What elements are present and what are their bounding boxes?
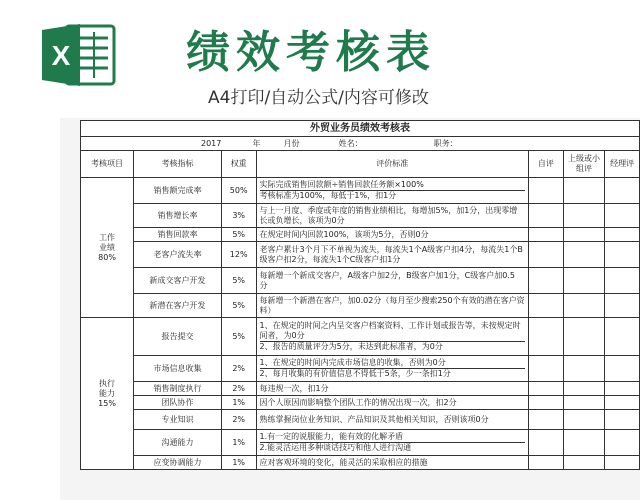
- supervisor-score-cell[interactable]: [563, 430, 605, 456]
- weight-cell: 5%: [221, 294, 256, 318]
- name-label: 姓名：: [338, 138, 363, 148]
- criteria-line: 与上一月度、季度或年度的销售业绩相比，每增加5%，加1分，出现零增长或负增长，该项为0分: [259, 205, 518, 225]
- supervisor-score-cell[interactable]: [563, 410, 605, 430]
- indicator-cell: 团队协作: [134, 396, 222, 410]
- indicator-cell: 新潜在客户开发: [134, 294, 222, 318]
- indicator-cell: 沟通能力: [134, 430, 222, 456]
- year-label: 年: [252, 138, 261, 148]
- criteria-cell: [256, 382, 529, 396]
- self-score-cell[interactable]: [529, 242, 564, 268]
- supervisor-score-cell[interactable]: [563, 456, 605, 470]
- criteria-line: 1.有一定的说服能力，能有效的化解矛盾: [259, 432, 404, 441]
- indicator-cell: 老客户流失率: [134, 242, 222, 268]
- manager-score-cell[interactable]: [605, 430, 640, 456]
- criteria-line: 2.能灵活运用多种谈话技巧和他人进行沟通: [260, 442, 526, 453]
- criteria-cell: [256, 456, 529, 470]
- criteria-line: 1、在规定的时间之内呈交客户档案资料、工作计划或报告等，未按规定时间者，为0分: [259, 321, 521, 340]
- manager-score-cell[interactable]: [605, 318, 640, 356]
- supervisor-score-cell[interactable]: [563, 228, 605, 242]
- page-title: 绩效考核表: [186, 27, 436, 78]
- criteria-line: 实际完成销售回款额÷销售回款任务额×100%: [259, 180, 424, 189]
- table-row: [81, 456, 640, 470]
- self-score-cell[interactable]: [529, 204, 564, 228]
- info-row: [81, 137, 640, 151]
- weight-cell: 5%: [221, 268, 256, 294]
- table-body: [81, 178, 640, 470]
- col-header-indicator: 考核指标: [134, 151, 222, 178]
- weight-cell: 12%: [221, 242, 256, 268]
- weight-cell: 50%: [221, 178, 256, 204]
- criteria-line: 在规定时间内回款100%，该项为5分，否则0分: [259, 229, 429, 239]
- col-header-item: 考核项目: [81, 151, 134, 178]
- weight-cell: 1%: [221, 396, 256, 410]
- supervisor-score-cell[interactable]: [563, 294, 605, 318]
- manager-score-cell[interactable]: [605, 382, 640, 396]
- self-score-cell[interactable]: [529, 318, 564, 356]
- self-score-cell[interactable]: [529, 178, 564, 204]
- col-header-self: 自评: [529, 151, 564, 178]
- supervisor-score-cell[interactable]: [563, 382, 605, 396]
- criteria-cell: [256, 178, 529, 204]
- manager-score-cell[interactable]: [605, 178, 640, 204]
- weight-cell: 2%: [221, 382, 256, 396]
- criteria-line: 每新增一个新潜在客户，加0.02分（每月至少搜索250个有效的潜在客户资料）: [259, 295, 525, 315]
- criteria-line: 每新增一个新成交客户，A级客户加2分，B级客户加1分，C级客户加0.5 分: [259, 270, 515, 290]
- criteria-cell: [256, 410, 529, 430]
- self-score-cell[interactable]: [529, 228, 564, 242]
- supervisor-score-cell[interactable]: [563, 268, 605, 294]
- col-header-weight: 权重: [221, 151, 256, 178]
- weight-cell: 1%: [221, 430, 256, 456]
- banner: [0, 0, 640, 118]
- indicator-cell: 销售额完成率: [134, 178, 222, 204]
- supervisor-score-cell[interactable]: [563, 204, 605, 228]
- criteria-cell: [256, 396, 529, 410]
- criteria-line: 2、每月收集的有价值信息不得低于5条，少一条扣1分: [260, 368, 526, 379]
- manager-score-cell[interactable]: [605, 356, 640, 382]
- indicator-cell: 市场信息收集: [134, 356, 222, 382]
- manager-score-cell[interactable]: [605, 456, 640, 470]
- criteria-line: 2、报告的质量评分为5分，未达到此标准者，为0分: [260, 341, 526, 352]
- self-score-cell[interactable]: [529, 268, 564, 294]
- self-score-cell[interactable]: [529, 430, 564, 456]
- weight-cell: 3%: [221, 204, 256, 228]
- criteria-line: 考核标准为100%，每低于1%，扣1分: [260, 190, 526, 201]
- performance-table: [80, 120, 640, 470]
- criteria-line: 老客户累计3个月下不单视为流失，每流失1个A级客户扣4分，每流失1个B级客户扣2分，每流失1个C级客户扣1分: [259, 244, 523, 264]
- column-header-row: [81, 151, 640, 178]
- criteria-cell: [256, 356, 529, 382]
- criteria-cell: [256, 204, 529, 228]
- manager-score-cell[interactable]: [605, 396, 640, 410]
- supervisor-score-cell[interactable]: [563, 318, 605, 356]
- table-row: [81, 356, 640, 382]
- manager-score-cell[interactable]: [605, 242, 640, 268]
- indicator-cell: 销售增长率: [134, 204, 222, 228]
- criteria-line: 熟练掌握岗位业务知识、产品知识及其他相关知识，否则该项0分: [259, 414, 489, 424]
- table-row: [81, 410, 640, 430]
- self-score-cell[interactable]: [529, 410, 564, 430]
- criteria-line: 1、在规定的时间内完成市场信息的收集，否则为0分: [259, 358, 446, 367]
- weight-cell: 1%: [221, 456, 256, 470]
- manager-score-cell[interactable]: [605, 204, 640, 228]
- manager-score-cell[interactable]: [605, 268, 640, 294]
- weight-cell: 2%: [221, 410, 256, 430]
- table-row: [81, 178, 640, 204]
- manager-score-cell[interactable]: [605, 410, 640, 430]
- criteria-cell: [256, 242, 529, 268]
- manager-score-cell[interactable]: [605, 228, 640, 242]
- criteria-cell: [256, 430, 529, 456]
- indicator-cell: 新成交客户开发: [134, 268, 222, 294]
- table-row: [81, 204, 640, 228]
- indicator-cell: 应变协调能力: [134, 456, 222, 470]
- col-header-criteria: 评价标准: [256, 151, 529, 178]
- indicator-cell: 专业知识: [134, 410, 222, 430]
- excel-logo-icon: [36, 20, 120, 90]
- indicator-cell: 销售回款率: [134, 228, 222, 242]
- sheet-title: 外贸业务员绩效考核表: [81, 121, 640, 137]
- criteria-line: 因个人原因而影响整个团队工作的情况出现一次，扣2分: [259, 397, 457, 407]
- year-value[interactable]: 2017: [201, 138, 222, 148]
- supervisor-score-cell[interactable]: [563, 178, 605, 204]
- self-score-cell[interactable]: [529, 396, 564, 410]
- self-score-cell[interactable]: [529, 456, 564, 470]
- self-score-cell[interactable]: [529, 356, 564, 382]
- criteria-cell: [256, 294, 529, 318]
- indicator-cell: 报告提交: [134, 318, 222, 356]
- weight-cell: 2%: [221, 356, 256, 382]
- self-score-cell[interactable]: [529, 382, 564, 396]
- criteria-cell: [256, 268, 529, 294]
- criteria-cell: [256, 228, 529, 242]
- indicator-cell: 销售制度执行: [134, 382, 222, 396]
- weight-cell: 5%: [221, 228, 256, 242]
- criteria-line: 应对客观环境的变化，能灵活的采取相应的措施: [259, 457, 428, 467]
- self-score-cell[interactable]: [529, 294, 564, 318]
- weight-cell: 5%: [221, 318, 256, 356]
- table-row: [81, 294, 640, 318]
- supervisor-score-cell[interactable]: [563, 242, 605, 268]
- criteria-line: 每违规一次，扣1分: [259, 383, 329, 393]
- table-row: [81, 242, 640, 268]
- manager-score-cell[interactable]: [605, 294, 640, 318]
- month-label: 月份: [283, 138, 300, 148]
- table-row: [81, 396, 640, 410]
- position-label: 职务：: [433, 138, 458, 148]
- table-row: [81, 382, 640, 396]
- col-header-manager: 经理评: [605, 151, 640, 178]
- col-header-supervisor: 上级或小组评: [563, 151, 605, 178]
- table-row: [81, 430, 640, 456]
- logo-letter: X: [51, 40, 71, 71]
- table-row: [81, 228, 640, 242]
- criteria-cell: [256, 318, 529, 356]
- table-row: [81, 268, 640, 294]
- table-row: [81, 318, 640, 356]
- supervisor-score-cell[interactable]: [563, 356, 605, 382]
- group-execution: 执行 能力 15%: [81, 318, 134, 470]
- group-performance: 工作 业绩 80%: [81, 178, 134, 318]
- page-subtitle: A4打印/自动公式/内容可修改: [208, 88, 429, 108]
- supervisor-score-cell[interactable]: [563, 396, 605, 410]
